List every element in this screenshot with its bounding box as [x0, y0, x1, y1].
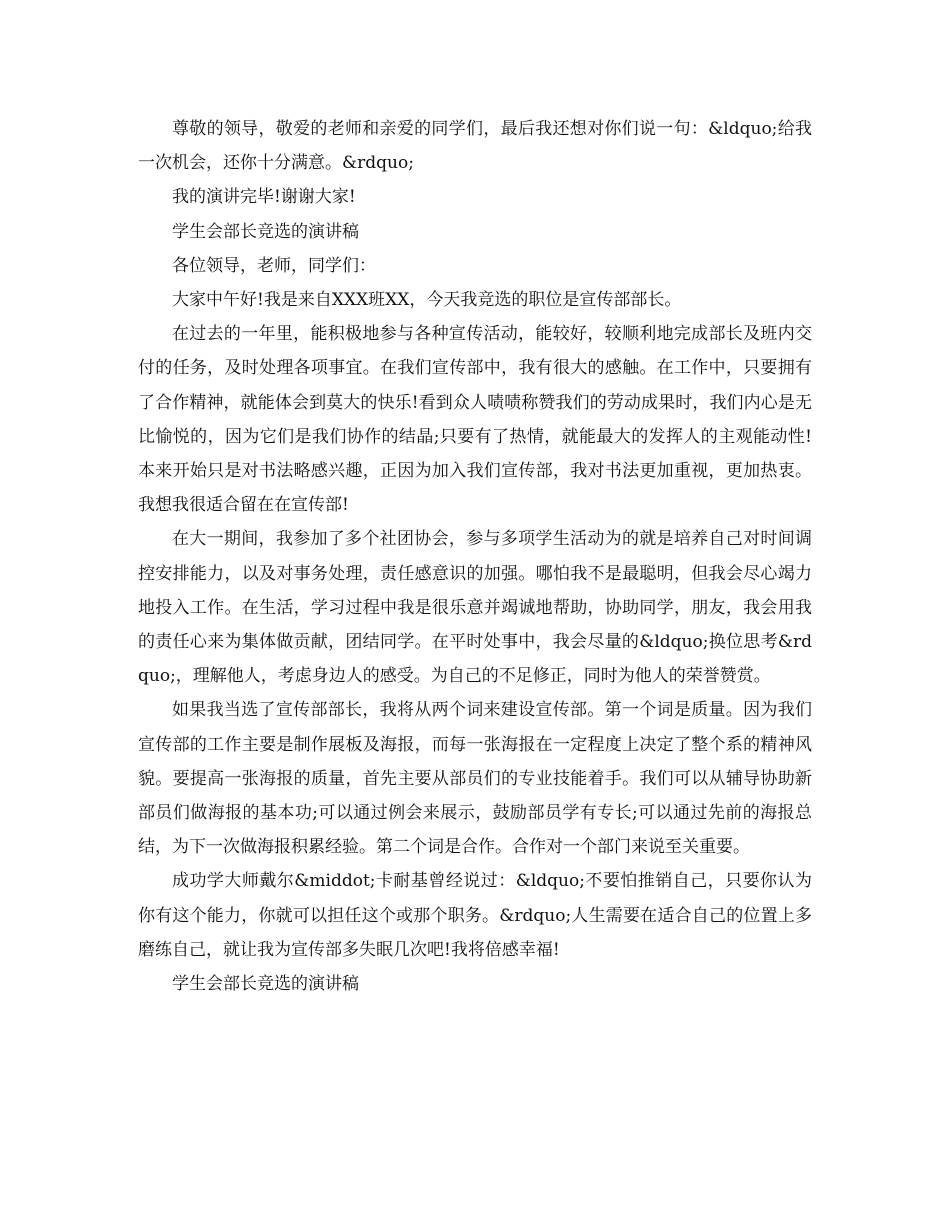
- section-heading: 学生会部长竞选的演讲稿: [172, 221, 359, 242]
- paragraph-past-year: 在过去的一年里，能积极地参与各种宣传活动，能较好，较顺利地完成部长及班内交付的任务，及时处理各项事宜。在我们宣传部中，我有很大的感触。在工作中，只要拥有了合作精神，就能体会到莫大的快乐!看到众人啧啧称赞我们的劳动成果时，我们内心是无比愉悦的，因为它们是我们协作的结晶;只要有了热情，就能最大的发挥人的主观能动性!本来开始只是对书法略感兴趣，正因为加入我们宣传部，我对书法更加重视，更加热衷。我想我很适合留在在宣传部!: [138, 324, 812, 516]
- paragraph-plans: 如果我当选了宣传部部长，我将从两个词来建设宣传部。第一个词是质量。因为我们宣传部的工作主要是制作展板及海报，而每一张海报在一定程度上决定了整个系的精神风貌。要提高一张海报的质量，首先主要从部员们的专业技能着手。我们可以从辅导协助新部员们做海报的基本功;可以通过例会来展示，鼓励部员学有专长;可以通过先前的海报总结，为下一次做海报积累经验。第二个词是合作。合作对一个部门来说至关重要。: [138, 700, 812, 858]
- paragraph-salutation: 各位领导，老师，同学们：: [172, 255, 376, 276]
- paragraph-closing-remarks: 尊敬的领导，敬爱的老师和亲爱的同学们，最后我还想对你们说一句：&ldquo;给我一次机会，还你十分满意。&rdquo;: [138, 119, 812, 174]
- paragraph-thanks: 我的演讲完毕!谢谢大家!: [172, 187, 356, 208]
- paragraph-quote: 成功学大师戴尔&middot;卡耐基曾经说过：&ldquo;不要怕推销自己，只要你认为你有这个能力，你就可以担任这个或那个职务。&rdquo;人生需要在适合自己的位置上多磨练自己，就让我为宣传部多失眠几次吧!我将倍感幸福!: [138, 871, 812, 960]
- section-heading: 学生会部长竞选的演讲稿: [172, 974, 359, 995]
- paragraph-greeting: 大家中午好!我是来自XXX班XX，今天我竞选的职位是宣传部部长。: [172, 290, 682, 311]
- paragraph-freshman-year: 在大一期间，我参加了多个社团协会，参与多项学生活动为的就是培养自己对时间调控安排能力，以及对事务处理，责任感意识的加强。哪怕我不是最聪明，但我会尽心竭力地投入工作。在生活，学习过程中我是很乐意并竭诚地帮助，协助同学，朋友，我会用我的责任心来为集体做贡献，团结同学。在平时处事中，我会尽量的&ldquo;换位思考&rdquo;，理解他人，考虑身边人的感受。为自己的不足修正，同时为他人的荣誉赞赏。: [138, 529, 812, 687]
- document-body: [138, 112, 812, 1001]
